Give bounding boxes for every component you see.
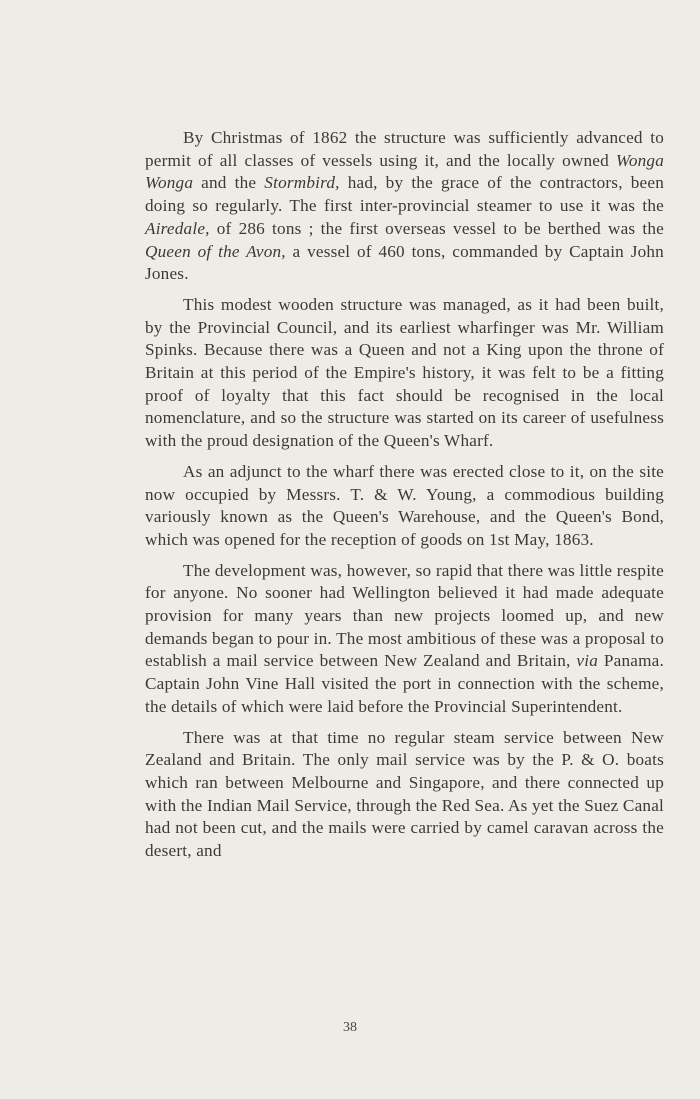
- italic-text: Airedale,: [145, 218, 210, 238]
- body-text: [145, 127, 664, 871]
- text-run: The development was, however, so rapid that there was little respite for anyone. No sooner had Wellington believed it had made adequate provision for many years than new projects loomed up, and new demands began to pour in. The most ambitious of these was a proposal to establish a mail service between New Zealand and Britain,: [145, 560, 664, 671]
- text-run: had, by the grace of the contractors, been doing so regularly. The first inter-provincial steamer to use it was the: [145, 173, 664, 216]
- text-run: As an adjunct to the wharf there was erected close to it, on the site now occupied by Messrs. T. & W. Young, a commodious building variously known as the Queen's Warehouse, and the Queen's Bond, which was opened for the reception of goods on 1st May, 1863.: [145, 461, 664, 549]
- text-run: Panama. Captain John Vine Hall visited the port in connection with the scheme, the details of which were laid before the Provincial Superintendent.: [145, 651, 664, 716]
- paragraph: [145, 461, 664, 552]
- text-run: By Christmas of 1862 the structure was sufficiently advanced to permit of all classes of vessels using it, and the locally owned: [145, 128, 664, 170]
- paragraph: [145, 560, 664, 719]
- text-run: a vessel of 460 tons, commanded by Captain John Jones.: [145, 241, 664, 284]
- text-run: This modest wooden structure was managed, as it had been built, by the Provincial Council, and its earliest wharfinger was Mr. William Spinks. Because there was a Queen and not a King upon the throne of Britain at this period of the Empire's history, it was felt to be a fitting proof of loyalty that this fact should be recognised in the local nomenclature, and so the structure was started on its career of usefulness with the proud designation of the Queen's Wharf.: [145, 294, 664, 451]
- italic-text: Stormbird,: [264, 173, 340, 193]
- italic-text: Queen of the Avon,: [145, 241, 286, 261]
- paragraph: [145, 127, 664, 286]
- paragraph: [145, 294, 664, 453]
- paragraph: [145, 727, 664, 863]
- italic-text: via: [576, 651, 599, 671]
- italic-text: Wonga Wonga: [145, 150, 664, 193]
- text-run: There was at that time no regular steam service between New Zealand and Britain. The only mail service was by the P. & O. boats which ran between Melbourne and Singapore, and there connected up with the Indian Mail Service, through the Red Sea. As yet the Suez Canal had not been cut, and the mails were carried by camel caravan across the desert, and: [145, 727, 664, 861]
- text-run: and the: [193, 173, 265, 193]
- page-number: 38: [343, 1020, 357, 1035]
- text-run: of 286 tons ; the first overseas vessel to be berthed was the: [209, 218, 664, 238]
